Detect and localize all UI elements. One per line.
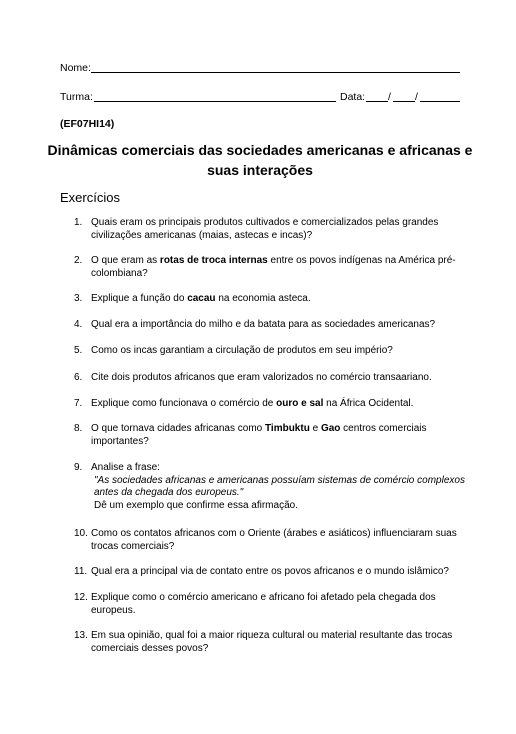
question-number: 6. [74, 372, 83, 383]
question-text: Explique como o comércio americano e africano foi afetado pela chegada dos europeus. [91, 592, 436, 616]
question-number: 10. [74, 528, 88, 539]
question-instruction: Dê um exemplo que confirme essa afirmação. [94, 499, 298, 511]
question-emphasis: Timbuktu [264, 423, 310, 434]
date-separator: / [388, 91, 391, 103]
date-day-field[interactable] [366, 101, 388, 102]
question-number: 11. [74, 566, 88, 577]
page-title: Dinâmicas comerciais das sociedades americanas e africanas e suas interações [47, 142, 473, 178]
date-year-field[interactable] [420, 101, 460, 102]
question-text: Como os contatos africanos com o Oriente (árabes e asiáticos) influenciaram suas trocas comerciais? [91, 528, 457, 552]
question-text: Cite dois produtos africanos que eram valorizados no comércio transaariano. [91, 372, 432, 383]
question-text: Analise a frase: "As sociedades africanas e americanas possuíam sistemas de comércio complexos antes da chegada dos europeus." Dê um exemplo que confirme essa afirmação. [91, 462, 471, 512]
question-text: Qual era a principal via de contato entre os povos africanos e o mundo islâmico? [91, 566, 449, 577]
name-field[interactable] [91, 72, 460, 73]
question-number: 12. [74, 592, 88, 603]
question-number: 9. [74, 462, 83, 473]
question-number: 5. [74, 345, 83, 356]
question-text: Como os incas garantiam a circulação de produtos em seu império? [91, 345, 393, 356]
question-text: O que tornava cidades africanas como Timbuktu e Gao centros comerciais importantes? [91, 423, 427, 447]
question-text: O que eram as rotas de troca internas entre os povos indígenas na América pré-colombiana? [91, 255, 456, 279]
question-text: Qual era a importância do milho e da batata para as sociedades americanas? [91, 319, 436, 330]
question-number: 2. [74, 255, 83, 266]
question-emphasis: cacau [187, 293, 216, 304]
question-text: Em sua opinião, qual foi a maior riqueza cultural ou material resultante das trocas comerciais desses povos? [91, 630, 453, 654]
date-label: Data: [340, 91, 366, 103]
question-emphasis: ouro e sal [276, 398, 324, 409]
question-text: Explique como funcionava o comércio de ouro e sal na África Ocidental. [91, 398, 414, 409]
question-number: 7. [74, 398, 83, 409]
question-number: 8. [74, 423, 83, 434]
question-number: 13. [74, 630, 88, 641]
class-label: Turma: [60, 91, 93, 103]
question-quote: "As sociedades africanas e americanas possuíam sistemas de comércio complexos antes da chegada dos europeus." [94, 474, 465, 498]
question-text: Explique a função do cacau na economia asteca. [91, 293, 311, 304]
date-month-field[interactable] [393, 101, 415, 102]
class-field[interactable] [94, 101, 336, 102]
question-number: 3. [74, 293, 83, 304]
question-emphasis: rotas de troca internas [159, 255, 268, 266]
question-emphasis: Gao [320, 423, 341, 434]
question-text: Quais eram os principais produtos cultivados e comercializados pelas grandes civilizações americanas (maias, astecas e incas)? [91, 217, 439, 241]
question-number: 1. [74, 217, 83, 228]
section-heading: Exercícios [60, 190, 120, 205]
skill-code: (EF07HI14) [60, 118, 115, 130]
name-label: Nome: [60, 62, 91, 74]
date-separator: / [415, 91, 418, 103]
question-number: 4. [74, 319, 83, 330]
